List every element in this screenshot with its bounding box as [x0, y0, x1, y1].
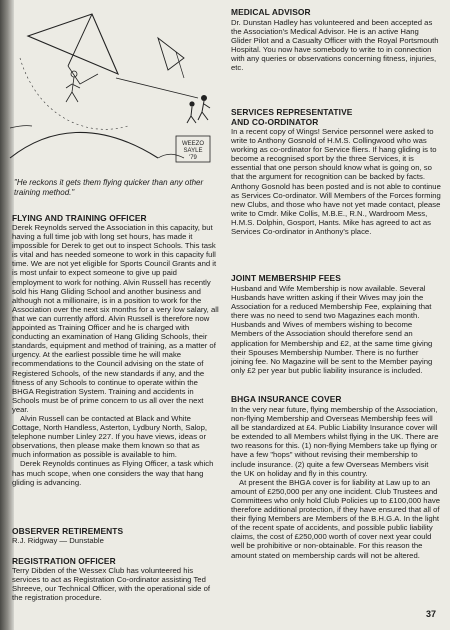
registration-heading: REGISTRATION OFFICER — [12, 556, 116, 566]
insurance-para: In the very near future, flying membership of the Association, non-flying Membership and Overseas Membership fees will all be standardized at £4. Public Liability Insurance cover will be extended to all Members whilst flying in the UK. There are two reasons for this. (1) non-flying Members take up flying or have a few "hops" without revising their membership to include insurance. (2) quite a few Overseas Members visit the UK on holiday and fly in this country. — [231, 405, 439, 478]
medical-text: Dr. Dunstan Hadley has volunteered and been accepted as the Association's Medical Advisor. He is an active Hang Glider Pilot and a Casualty Officer with the Royal Portsmouth Hospital. You now have somebody to write to in connection with any queries or observations concerning fitness, injuries, etc. — [231, 18, 439, 73]
hang-glider-cartoon — [8, 8, 218, 180]
page-number: 37 — [425, 609, 436, 619]
flying-training-para: Derek Reynolds continues as Flying Officer, a task which has much scope, when one considers the way that hang gliding is advancing. — [12, 459, 214, 487]
medical-heading: MEDICAL ADVISOR — [231, 7, 311, 17]
observer-heading: OBSERVER RETIREMENTS — [12, 526, 124, 536]
cartoon-caption: "He reckons it gets them flying quicker than any other training method." — [14, 178, 204, 197]
observer-text: R.J. Ridgway — Dunstable — [12, 536, 104, 545]
svg-text:'79: '79 — [189, 155, 197, 161]
flying-training-para: Alvin Russell can be contacted at Black and White Cottage, North Handless, Asterton, Lydbury North, Salop, telephone number Linley 227. If you have views, ideas or observations, then please make them known so that as much information as possible is available to him. — [12, 413, 207, 460]
insurance-heading: BHGA INSURANCE COVER — [231, 394, 342, 404]
services-heading: SERVICES REPRESENTATIVE AND CO-ORDINATOR — [231, 107, 353, 127]
joint-membership-text: Husband and Wife Membership is now available. Several Husbands have written asking if their Wives may join the Association for a reduced Membership Fee, explaining that there was no need to send two Magazines each month. Husbands and Wives of members wishing to become Members of the Association should therefore send an application for Membership and £2, at the same time giving their Spouses Membership Number. There is no further joining fee. No Magazine will be sent to the Member paying only £2 per year but public liability insurance is included. — [231, 284, 433, 375]
flying-training-body — [12, 223, 220, 487]
flying-training-para: Derek Reynolds served the Association in this capacity, but having a full time job with long set hours, has made it impossible for Derek to get out to inspect Schools. This task is vital and has needed someone to work in this capacity full time. We are not yet eligible for Sports Council Grants and it is most unfair to expect someone to give up paid employment to work for nothing. Alvin Russell has recently sold his Hang Gliding School and another business and although not a millionaire, is in a position to work for the Association over the next six months for a very low salary, all that we can currently afford. Alvin Russell is therefore now appointed as Training Officer and he is charged with conducting an examination of Hang Gliding Schools, their standards, equipment and method of training, as a matter of urgency. At the earliest possible time he will make recommendations to the Council advising on the state of Registered Schools, of the new standards if any, and the fitness of any Schools to continue to operate within the BHGA Registration System. Training and accidents in Schools must be of prime concern to us all over the next year. — [12, 223, 219, 414]
insurance-body — [231, 405, 441, 560]
insurance-para: At present the BHGA cover is for liability at Law up to an amount of £250,000 per any one incident. Club Trustees and Committees who only hold Club Policies up to £100,000 have therefore additional protection, if they have ensured that all of their flying Members are Members of the B.H.G.A. In the light of the recent spate of accidents, and possible public liability claims, the cost of £250,000 worth of cover next year could well be prohibitive or non-obtainable. For this reason the amount stated on membership cards will not be altered. — [231, 477, 440, 560]
services-text: In a recent copy of Wings! Service personnel were asked to write to Anthony Gosnold of H.M.S. Collingwood who was working as co-ordinator for Service fliers. If hang gliding is to become a recognised sport by the three Services, it is essential that one person should know what is going on, so that the argument for recognition can be backed by facts. Anthony Gosnold has been posted and is not able to continue as Services Co-ordinator. Will Members of the Forces forming new Clubs, and those who have not yet made contact, please write to Cmdr. Mike Collis, M.B.E., R.N., Wardroom Mess, H.M.S. Dolphin, Gosport, Hants. Mike has agreed to act as Services Co-ordinator in Anthony's place. — [231, 127, 441, 237]
joint-membership-heading: JOINT MEMBERSHIP FEES — [231, 273, 341, 283]
registration-text: Terry Dibden of the Wessex Club has volunteered his services to act as Registration Co-ordinator assisting Ted Shreeve, our Technical Officer, with the operational side of the registration procedure. — [12, 566, 210, 603]
svg-text:WEEZO: WEEZO — [182, 141, 204, 147]
svg-text:SAYLE: SAYLE — [183, 148, 203, 154]
flying-training-heading: FLYING AND TRAINING OFFICER — [12, 213, 147, 223]
